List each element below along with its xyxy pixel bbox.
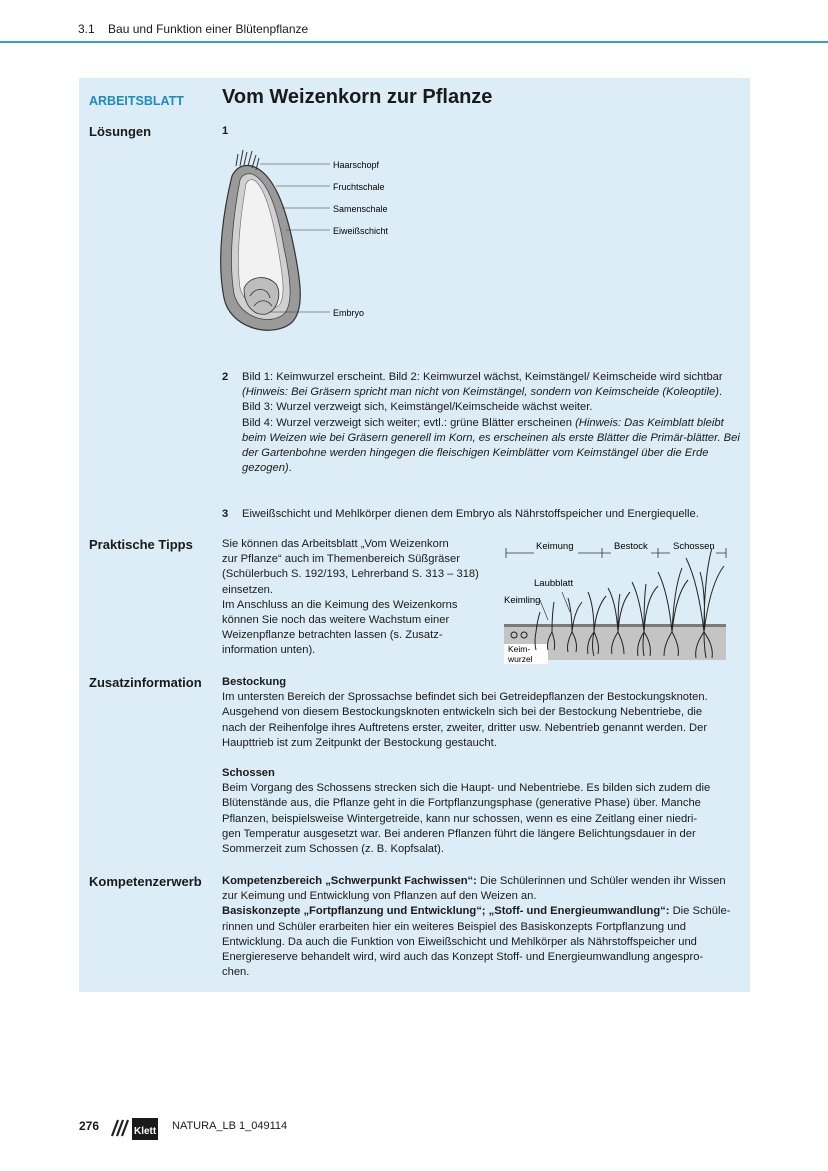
q3-number: 3 — [222, 508, 229, 520]
kompetenz-text-1b: zur Keimung und Entwicklung von Pflanzen auf den Weizen an. — [222, 890, 537, 903]
label-keimwurzel-1: Keim- — [508, 644, 531, 654]
heading-schossen: Schossen — [222, 767, 275, 780]
section-number: 3.1 — [78, 22, 95, 36]
label-haarschopf: Haarschopf — [333, 160, 380, 170]
q2-number: 2 — [222, 371, 229, 383]
tipps-line: einsetzen. — [222, 583, 273, 596]
tipps-label: Praktische Tipps — [89, 537, 193, 552]
kompetenz-line: Energiereserve behandelt wird, wird auch das Konzept Stoff- und Energieumwandlung angespro- — [222, 951, 704, 964]
tipps-line: Im Anschluss an die Keimung des Weizenkorns — [222, 598, 458, 611]
label-fruchtschale: Fruchtschale — [333, 182, 385, 192]
q2-text-b: Bild 3: Wurzel verzweigt sich, Keimstängel/Keimscheide wächst weiter. — [242, 401, 593, 414]
bestockung-line: Haupttrieb ist zum Zeitpunkt der Bestockung gestaucht. — [222, 736, 497, 749]
running-header — [78, 22, 308, 36]
header-rule — [0, 41, 828, 43]
bestockung-line: Im untersten Bereich der Sprossachse befindet sich bei Getreidepflanzen der Bestockungsknoten. — [222, 691, 708, 704]
klett-logo — [108, 1114, 160, 1142]
page-number: 276 — [79, 1119, 100, 1133]
schossen-line: Sommerzeit zum Schossen (z. B. Kopfsalat). — [222, 843, 444, 856]
product-code: NATURA_LB 1_049114 — [172, 1120, 288, 1132]
kompetenz-text — [222, 874, 742, 980]
q1-number: 1 — [222, 125, 229, 137]
q2-hint-a: (Hinweis: Bei Gräsern spricht man nicht von Keimstängel, sondern von Keimscheide (Koleoptile) — [242, 386, 719, 399]
kompetenz-text-2: Die Schüle- — [669, 905, 731, 918]
kompetenz-line: chen. — [222, 966, 250, 979]
kompetenz-line: Entwicklung. Da auch die Funktion von Eiweißschicht und Mehlkörper als Nährstoffspeicher und — [222, 935, 697, 948]
q2-answer — [242, 370, 742, 476]
label-samenschale: Samenschale — [333, 204, 388, 214]
schossen-line: Blütenstände aus, die Pflanze geht in die Fortpflanzungsphase (generative Phase) über. Manche — [222, 797, 701, 810]
schossen-line: Pflanzen, beispielsweise Wintergetreide, kann nur schossen, wenn es eine Zeitlang einer niedri- — [222, 812, 698, 825]
phase-keimung: Keimung — [536, 541, 574, 552]
q2-text-c: Bild 4: Wurzel verzweigt sich weiter; evtl.: grüne Blätter erscheinen — [242, 416, 576, 429]
q2-end-a: . — [718, 386, 723, 399]
page-title: Vom Weizenkorn zur Pflanze — [222, 86, 493, 108]
phase-bestock: Bestock — [614, 541, 648, 552]
tipps-line: Weizenpflanze betrachten lassen (s. Zusatz- — [222, 629, 443, 642]
label-laubblatt: Laubblatt — [534, 578, 574, 589]
zusatz-text — [222, 675, 742, 857]
tipps-line: können Sie noch das weitere Wachstum einer — [222, 614, 450, 627]
bestockung-line: nach der Reihenfolge ihres Auftretens erster, zweiter, dritter usw. Nebentrieb genannt werden. Der — [222, 721, 708, 734]
kompetenz-label: Kompetenzerwerb — [89, 874, 202, 889]
label-eiweissschicht: Eiweißschicht — [333, 226, 389, 236]
bestockung-line: Ausgehend von diesem Bestockungsknoten entwickeln sich bei der Bestockung Nebentriebe, die — [222, 706, 703, 719]
wheat-grain-diagram — [210, 148, 410, 338]
tipps-line: information unten). — [222, 644, 316, 657]
kompetenz-bold-2: Basiskonzepte „Fortpflanzung und Entwicklung“; „Stoff- und Energieumwandlung“: — [222, 905, 670, 918]
q2-end-c: . — [288, 462, 292, 475]
kompetenz-text-1: Die Schülerinnen und Schüler wenden ihr Wissen — [476, 875, 726, 887]
label-keimwurzel-2: wurzel — [508, 654, 533, 664]
tipps-text — [222, 537, 492, 659]
q2-text-a: Bild 1: Keimwurzel erscheint. Bild 2: Keimwurzel wächst, Keimstängel/ Keimscheide wird sichtbar — [242, 371, 723, 383]
growth-stages-diagram — [500, 536, 732, 670]
zusatz-label: Zusatzinformation — [89, 675, 202, 690]
schossen-line: gen Temperatur ausgesetzt war. Bei anderen Pflanzen führt die längere Belichtungsdauer in der — [222, 827, 696, 840]
q3-answer: Eiweißschicht und Mehlkörper dienen dem Embryo als Nährstoffspeicher und Energiequelle. — [242, 508, 699, 520]
tipps-line: (Schülerbuch S. 192/193, Lehrerband S. 313 – 318) — [222, 568, 479, 581]
grain-illustration — [221, 150, 301, 330]
section-title: Bau und Funktion einer Blütenpflanze — [108, 22, 309, 36]
tipps-line: Sie können das Arbeitsblatt „Vom Weizenkorn — [222, 538, 449, 550]
kompetenz-bold-1: Kompetenzbereich „Schwerpunkt Fachwissen“: — [222, 875, 477, 887]
schossen-line: Beim Vorgang des Schossens strecken sich die Haupt- und Nebentriebe. Es bilden sich zudem die — [222, 782, 711, 795]
tipps-line: zur Pflanze“ auch im Themenbereich Süßgräser — [222, 553, 460, 566]
label-keimling: Keimling — [504, 595, 541, 606]
worksheet-label: ARBEITSBLATT — [89, 94, 184, 108]
label-embryo: Embryo — [333, 308, 365, 318]
q2-hint-c: (Hinweis: Das Keimblatt bleibt beim Weizen wie bei Gräsern generell im Korn, es erscheinen als erste Blätter die Primär-blätter. Bei der Gartenbohne werden hingegen die fleischigen Keimblätter vom Keimstängel über die Erde gezogen) — [242, 416, 740, 475]
phase-schossen: Schossen — [673, 541, 715, 552]
loesungen-label: Lösungen — [89, 124, 152, 139]
logo-text: Klett — [134, 1126, 157, 1137]
heading-bestockung: Bestockung — [222, 676, 287, 688]
kompetenz-line: rinnen und Schüler erarbeiten hier ein weiteres Beispiel des Basiskonzepts Fortpflanzung und — [222, 920, 686, 933]
